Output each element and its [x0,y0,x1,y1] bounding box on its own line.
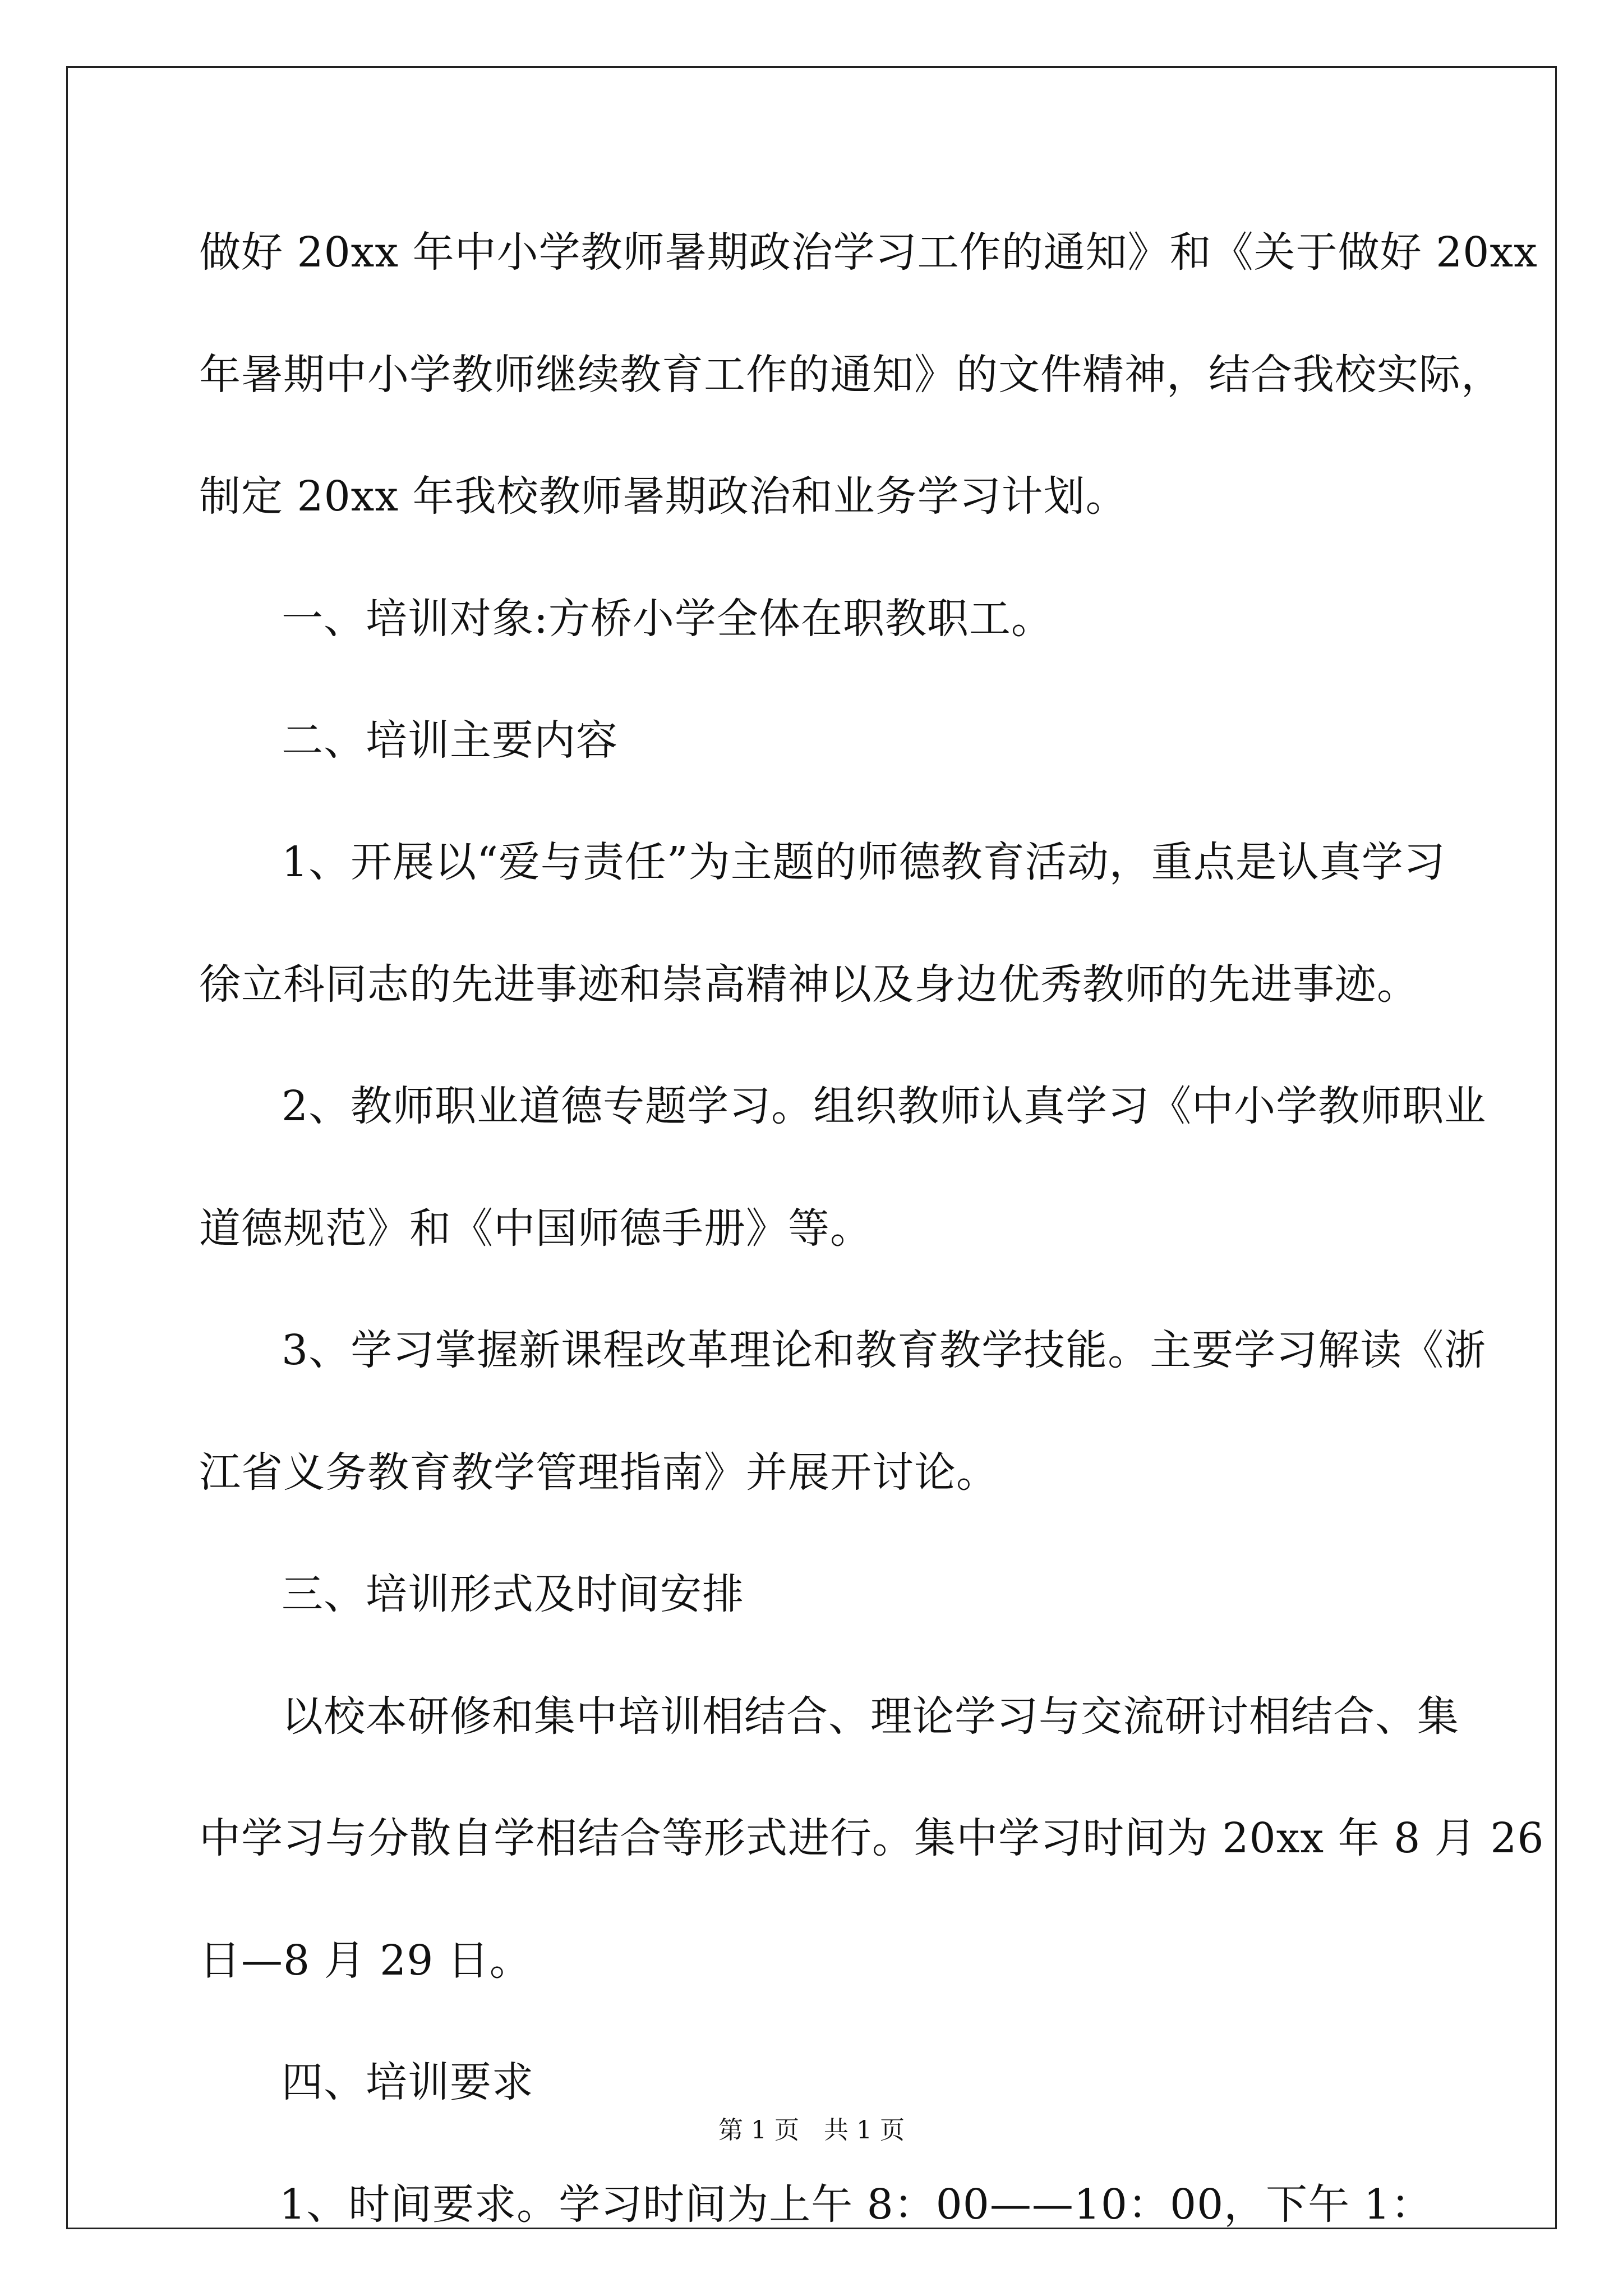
page-number-footer: 第 1 页 共 1 页 [718,2116,905,2145]
text-line-13: 以校本研修和集中培训相结合、理论学习与交流研讨相结合、集 [282,1692,1459,1741]
text-line-14: 中学习与分散自学相结合等形式进行。集中学习时间为 20xx 年 8 月 26 [199,1814,1544,1862]
text-line-8: 2、教师职业道德专题学习。组织教师认真学习《中小学教师职业 [282,1082,1487,1130]
text-line-6: 1、开展以“爱与责任”为主题的师德教育活动，重点是认真学习 [282,838,1446,886]
section-heading-1: 一、培训对象:方桥小学全体在职教职工。 [282,595,1053,643]
text-line-9: 道德规范》和《中国师德手册》等。 [199,1204,872,1253]
text-line-10: 3、学习掌握新课程改革理论和教育教学技能。主要学习解读《浙 [282,1326,1487,1374]
text-line-7: 徐立科同志的先进事迹和崇高精神以及身边优秀教师的先进事迹。 [199,960,1419,1009]
text-line-11: 江省义务教育教学管理指南》并展开讨论。 [199,1448,998,1497]
text-line-3: 制定 20xx 年我校教师暑期政治和业务学习计划。 [199,472,1128,521]
text-line-2: 年暑期中小学教师继续教育工作的通知》的文件精神，结合我校实际， [199,351,1503,399]
section-heading-2: 二、培训主要内容 [282,716,618,765]
text-line-1: 做好 20xx 年中小学教师暑期政治学习工作的通知》和《关于做好 20xx [199,228,1538,277]
section-heading-4: 四、培训要求 [282,2058,534,2106]
text-line-17: 1、时间要求。学习时间为上午 8：00——10：00，下午 1： [279,2180,1433,2229]
text-line-15: 日—8 月 29 日。 [199,1936,532,1985]
section-heading-3: 三、培训形式及时间安排 [282,1570,744,1618]
